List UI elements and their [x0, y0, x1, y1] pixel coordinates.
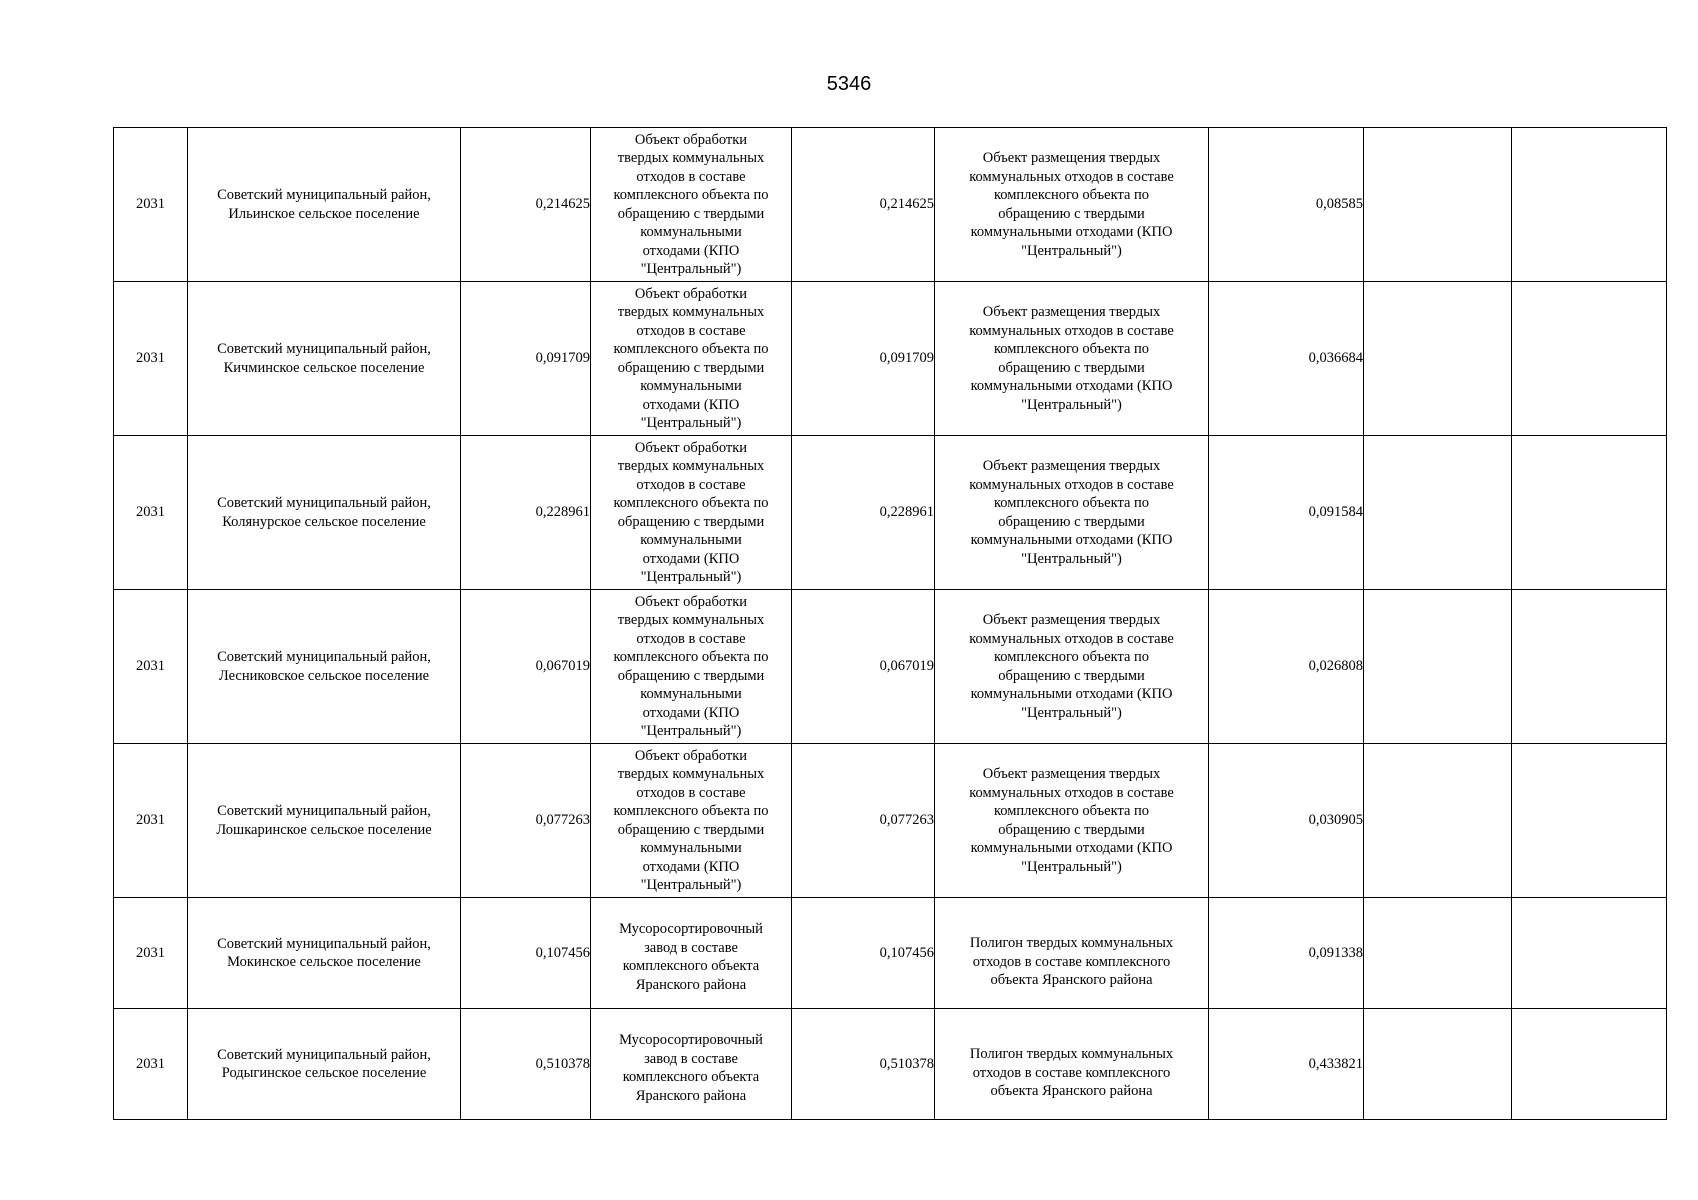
placement-object-cell: Объект размещения твердых коммунальных отходов в составе комплексного объекта по обращению с твердыми коммунальными отходами (КПО "Центральный") [935, 128, 1209, 282]
value-cell: 0,030905 [1209, 744, 1364, 898]
value-cell: 0,228961 [461, 436, 591, 590]
value-cell: 0,214625 [461, 128, 591, 282]
placement-object-cell: Объект размещения твердых коммунальных отходов в составе комплексного объекта по обращению с твердыми коммунальными отходами (КПО "Центральный") [935, 436, 1209, 590]
value-cell: 0,228961 [792, 436, 935, 590]
area-cell: Советский муниципальный район, Колянурское сельское поселение [188, 436, 461, 590]
table-row [114, 436, 1667, 590]
value-cell: 0,077263 [792, 744, 935, 898]
year-cell: 2031 [114, 590, 188, 744]
empty-cell [1364, 436, 1512, 590]
placement-object-cell: Объект размещения твердых коммунальных отходов в составе комплексного объекта по обращению с твердыми коммунальными отходами (КПО "Центральный") [935, 282, 1209, 436]
processing-object-cell: Объект обработки твердых коммунальных отходов в составе комплексного объекта по обращению с твердыми коммунальными отходами (КПО "Центральный") [591, 744, 792, 898]
year-cell: 2031 [114, 436, 188, 590]
value-cell: 0,107456 [461, 898, 591, 1009]
empty-cell [1364, 128, 1512, 282]
value-cell: 0,091709 [792, 282, 935, 436]
value-cell: 0,036684 [1209, 282, 1364, 436]
area-cell: Советский муниципальный район, Кичминское сельское поселение [188, 282, 461, 436]
value-cell: 0,067019 [792, 590, 935, 744]
value-cell: 0,08585 [1209, 128, 1364, 282]
table-row [114, 1009, 1667, 1120]
year-cell: 2031 [114, 282, 188, 436]
empty-cell [1512, 744, 1667, 898]
year-cell: 2031 [114, 898, 188, 1009]
processing-object-cell: Мусоросортировочный завод в составе комплексного объекта Яранского района [591, 898, 792, 1009]
year-cell: 2031 [114, 128, 188, 282]
processing-object-cell: Объект обработки твердых коммунальных отходов в составе комплексного объекта по обращению с твердыми коммунальными отходами (КПО "Центральный") [591, 590, 792, 744]
empty-cell [1512, 282, 1667, 436]
area-cell: Советский муниципальный район, Ильинское сельское поселение [188, 128, 461, 282]
value-cell: 0,091584 [1209, 436, 1364, 590]
value-cell: 0,091709 [461, 282, 591, 436]
value-cell: 0,091338 [1209, 898, 1364, 1009]
processing-object-cell: Объект обработки твердых коммунальных отходов в составе комплексного объекта по обращению с твердыми коммунальными отходами (КПО "Центральный") [591, 436, 792, 590]
empty-cell [1364, 744, 1512, 898]
empty-cell [1512, 436, 1667, 590]
year-cell: 2031 [114, 744, 188, 898]
table-row [114, 590, 1667, 744]
empty-cell [1512, 1009, 1667, 1120]
table-row [114, 744, 1667, 898]
area-cell: Советский муниципальный район, Лошкаринское сельское поселение [188, 744, 461, 898]
value-cell: 0,510378 [461, 1009, 591, 1120]
value-cell: 0,077263 [461, 744, 591, 898]
value-cell: 0,433821 [1209, 1009, 1364, 1120]
value-cell: 0,510378 [792, 1009, 935, 1120]
area-cell: Советский муниципальный район, Лесниковское сельское поселение [188, 590, 461, 744]
value-cell: 0,067019 [461, 590, 591, 744]
placement-object-cell: Полигон твердых коммунальных отходов в составе комплексного объекта Яранского района [935, 1009, 1209, 1120]
processing-object-cell: Объект обработки твердых коммунальных отходов в составе комплексного объекта по обращению с твердыми коммунальными отходами (КПО "Центральный") [591, 282, 792, 436]
table-row [114, 898, 1667, 1009]
processing-object-cell: Мусоросортировочный завод в составе комплексного объекта Яранского района [591, 1009, 792, 1120]
processing-object-cell: Объект обработки твердых коммунальных отходов в составе комплексного объекта по обращению с твердыми коммунальными отходами (КПО "Центральный") [591, 128, 792, 282]
data-table [113, 127, 1667, 1120]
table-row [114, 128, 1667, 282]
value-cell: 0,214625 [792, 128, 935, 282]
empty-cell [1364, 898, 1512, 1009]
empty-cell [1364, 590, 1512, 744]
empty-cell [1512, 590, 1667, 744]
value-cell: 0,107456 [792, 898, 935, 1009]
empty-cell [1512, 898, 1667, 1009]
table-row [114, 282, 1667, 436]
placement-object-cell: Объект размещения твердых коммунальных отходов в составе комплексного объекта по обращению с твердыми коммунальными отходами (КПО "Центральный") [935, 744, 1209, 898]
page-number: 5346 [826, 73, 872, 95]
empty-cell [1364, 1009, 1512, 1120]
placement-object-cell: Объект размещения твердых коммунальных отходов в составе комплексного объекта по обращению с твердыми коммунальными отходами (КПО "Центральный") [935, 590, 1209, 744]
value-cell: 0,026808 [1209, 590, 1364, 744]
year-cell: 2031 [114, 1009, 188, 1120]
area-cell: Советский муниципальный район, Родыгинское сельское поселение [188, 1009, 461, 1120]
area-cell: Советский муниципальный район, Мокинское сельское поселение [188, 898, 461, 1009]
empty-cell [1364, 282, 1512, 436]
empty-cell [1512, 128, 1667, 282]
placement-object-cell: Полигон твердых коммунальных отходов в составе комплексного объекта Яранского района [935, 898, 1209, 1009]
